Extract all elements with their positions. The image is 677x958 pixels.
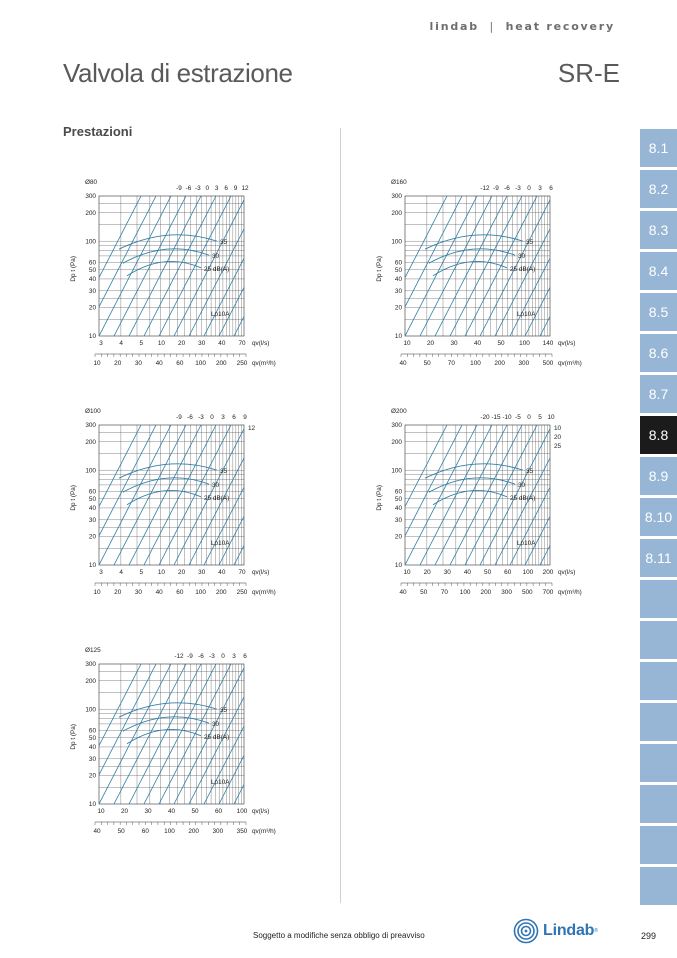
y-tick-label: 10 <box>394 562 402 570</box>
top-label: -9 <box>176 414 182 421</box>
top-label: 3 <box>538 185 542 192</box>
x2-tick-label: 300 <box>501 589 512 596</box>
flow-line <box>129 664 201 804</box>
y-axis-label: Dp t (Pa) <box>70 724 77 750</box>
x-tick-label: 20 <box>120 808 129 815</box>
x2-tick-label: 700 <box>542 589 554 596</box>
chart-d160 <box>371 178 631 378</box>
noise-label: 25 dB(A) <box>510 265 536 273</box>
flow-line <box>420 425 492 565</box>
top-label: 5 <box>538 414 542 421</box>
y-tick-label: 300 <box>391 193 402 201</box>
y-tick-label: 20 <box>394 304 402 312</box>
x-tick-label: 10 <box>403 569 411 576</box>
x2-tick-label: 10 <box>93 589 101 596</box>
chart-d200 <box>371 407 631 607</box>
y-tick-label: 100 <box>391 467 402 475</box>
x2-tick-label: 250 <box>236 589 248 596</box>
tab-blank-14 <box>640 703 677 741</box>
x-tick-label: 10 <box>97 808 105 815</box>
y-tick-label: 200 <box>391 438 402 446</box>
x2-tick-label: 30 <box>134 589 142 596</box>
noise-label: 35 <box>220 707 228 715</box>
tab-8.3[interactable]: 8.3 <box>640 211 677 249</box>
noise-label: 25 dB(A) <box>510 494 536 502</box>
chart-title: Ø80 <box>85 179 98 186</box>
y-tick-label: 40 <box>88 276 96 284</box>
tab-8.6[interactable]: 8.6 <box>640 334 677 372</box>
x-tick-label: 30 <box>144 808 152 815</box>
flow-line <box>234 425 306 565</box>
chart-d80 <box>65 178 325 378</box>
right-label: 25 <box>554 443 562 450</box>
header-brand <box>430 20 615 33</box>
x-unit-label: qv(l/s) <box>558 569 576 576</box>
noise-label: 35 <box>220 468 228 476</box>
noise-label: 30 <box>518 253 526 261</box>
y-tick-label: 30 <box>394 287 402 295</box>
top-label: 3 <box>221 414 225 421</box>
top-label: 6 <box>243 653 247 660</box>
top-label: -9 <box>493 185 499 192</box>
top-label: -12 <box>174 653 184 660</box>
flow-line <box>99 664 171 804</box>
x2-tick-label: 200 <box>215 589 227 596</box>
y-tick-label: 30 <box>88 287 96 295</box>
y-tick-label: 50 <box>394 266 402 274</box>
tab-8.9[interactable]: 8.9 <box>640 457 677 495</box>
flow-line <box>435 425 507 565</box>
flow-line <box>540 425 612 565</box>
flow-line <box>69 425 141 565</box>
footer-note: Soggetto a modifiche senza obbligo di preavviso <box>253 931 425 940</box>
top-label: 10 <box>547 414 555 421</box>
tab-blank-18 <box>640 867 677 905</box>
right-label: 10 <box>554 425 562 432</box>
x2-tick-label: 20 <box>114 589 122 596</box>
tab-8.2[interactable]: 8.2 <box>640 170 677 208</box>
tab-8.8[interactable]: 8.8 <box>640 416 677 454</box>
x2-tick-label: 40 <box>93 828 101 835</box>
x-tick-label: 3 <box>99 340 103 347</box>
x-tick-label: 60 <box>504 569 512 576</box>
x-tick-label: 50 <box>497 340 505 347</box>
y-tick-label: 20 <box>394 533 402 541</box>
flow-line <box>405 425 477 565</box>
x2-tick-label: 60 <box>176 360 184 367</box>
noise-label: 30 <box>518 482 526 490</box>
top-label: -20 <box>480 414 490 421</box>
x-tick-label: 20 <box>178 340 186 347</box>
y-tick-label: 50 <box>88 266 96 274</box>
top-label: -9 <box>187 653 193 660</box>
x2-tick-label: 200 <box>480 589 492 596</box>
y-tick-label: 60 <box>394 259 402 267</box>
x2-tick-label: 200 <box>188 828 200 835</box>
top-label: -5 <box>515 414 521 421</box>
top-label: 6 <box>224 185 228 192</box>
top-label: -6 <box>504 185 510 192</box>
y-tick-label: 200 <box>391 209 402 217</box>
chart-d100 <box>65 407 325 607</box>
tab-8.11[interactable]: 8.11 <box>640 539 677 577</box>
flow-line <box>375 425 447 565</box>
chart-title: Ø160 <box>391 179 407 186</box>
y-tick-label: 200 <box>85 677 96 685</box>
x-tick-label: 4 <box>119 340 123 347</box>
x-tick-label: 10 <box>157 340 165 347</box>
top-label: -9 <box>176 185 182 192</box>
noise-label: 25 dB(A) <box>204 494 230 502</box>
x2-tick-label: 50 <box>117 828 125 835</box>
x2-tick-label: 100 <box>470 360 481 367</box>
x-tick-label: 200 <box>542 569 554 576</box>
top-label: 6 <box>549 185 553 192</box>
brand-name: lindab <box>429 20 479 33</box>
x-tick-label: 3 <box>99 569 103 576</box>
page-title: Valvola di estrazione <box>63 58 293 88</box>
x2-tick-label: 100 <box>459 589 471 596</box>
x2-tick-label: 500 <box>542 360 554 367</box>
top-label: 9 <box>243 414 247 421</box>
chart-title: Ø125 <box>85 647 101 654</box>
x2-tick-label: 10 <box>93 360 101 367</box>
flow-line <box>555 425 627 565</box>
top-label: 0 <box>221 653 225 660</box>
header-separator: | <box>489 20 495 33</box>
x-tick-label: 140 <box>542 340 554 347</box>
chart-title: Ø200 <box>391 408 407 415</box>
flow-line <box>129 196 201 336</box>
y-tick-label: 10 <box>394 333 402 341</box>
x-tick-label: 50 <box>484 569 492 576</box>
x-tick-label: 100 <box>519 340 530 347</box>
x2-tick-label: 60 <box>176 589 184 596</box>
noise-label: 35 <box>220 239 228 247</box>
y-tick-label: 300 <box>85 193 96 201</box>
x2-tick-label: 40 <box>155 589 163 596</box>
flow-line <box>114 196 186 336</box>
x-tick-label: 60 <box>214 808 223 815</box>
flow-line <box>375 196 447 336</box>
x2-tick-label: 20 <box>114 360 122 367</box>
top-label: -6 <box>198 653 204 660</box>
x2-unit-label: qv(m³/h) <box>558 360 582 367</box>
top-label: 12 <box>241 185 249 192</box>
y-tick-label: 10 <box>88 801 96 809</box>
x-unit-label: qv(l/s) <box>252 569 270 576</box>
y-tick-label: 300 <box>391 422 402 430</box>
flow-line <box>420 196 492 336</box>
x2-tick-label: 500 <box>521 589 533 596</box>
noise-label: 35 <box>526 468 534 476</box>
tab-blank-17 <box>640 826 677 864</box>
top-label: 9 <box>233 185 238 192</box>
y-axis-label: Dp t (Pa) <box>376 485 383 511</box>
x2-tick-label: 50 <box>423 360 431 367</box>
noise-label: 25 dB(A) <box>204 733 230 741</box>
section-title: Prestazioni <box>63 124 133 139</box>
x-tick-label: 20 <box>426 340 435 347</box>
x-tick-label: 70 <box>238 569 246 576</box>
x-tick-label: 40 <box>218 569 226 576</box>
x-unit-label: qv(l/s) <box>252 808 270 815</box>
top-label: -12 <box>480 185 490 192</box>
x-tick-label: 100 <box>522 569 534 576</box>
y-tick-label: 50 <box>394 495 402 503</box>
x2-tick-label: 250 <box>236 360 248 367</box>
flow-line <box>249 425 321 565</box>
x2-tick-label: 300 <box>212 828 224 835</box>
y-axis-label: Dp t (Pa) <box>70 256 77 282</box>
x-tick-label: 40 <box>473 340 482 347</box>
y-tick-label: 50 <box>88 495 96 503</box>
noise-reference-label: Lp10A <box>517 311 536 318</box>
noise-label: 30 <box>212 253 220 261</box>
y-tick-label: 10 <box>88 562 96 570</box>
x2-unit-label: qv(m³/h) <box>252 360 276 367</box>
y-tick-label: 60 <box>88 259 96 267</box>
flow-line <box>114 664 186 804</box>
x2-tick-label: 100 <box>195 589 206 596</box>
x-unit-label: qv(l/s) <box>558 340 576 347</box>
y-tick-label: 300 <box>85 661 96 669</box>
x2-tick-label: 200 <box>215 360 227 367</box>
flow-line <box>99 425 171 565</box>
x-tick-label: 10 <box>403 340 411 347</box>
top-label: -15 <box>491 414 501 421</box>
y-tick-label: 20 <box>88 533 96 541</box>
x-tick-label: 70 <box>238 340 246 347</box>
flow-line <box>114 425 186 565</box>
x-tick-label: 100 <box>236 808 248 815</box>
noise-reference-label: Lp10A <box>517 540 536 547</box>
y-tick-label: 60 <box>88 727 96 735</box>
x-tick-label: 30 <box>198 569 206 576</box>
x-unit-label: qv(l/s) <box>252 340 270 347</box>
flow-line <box>555 196 627 336</box>
x2-unit-label: qv(m³/h) <box>252 828 276 835</box>
tab-blank-11 <box>640 580 677 618</box>
x2-tick-label: 70 <box>440 589 448 596</box>
chart-title: Ø100 <box>85 408 101 415</box>
tab-blank-13 <box>640 662 677 700</box>
top-label: -6 <box>185 185 192 192</box>
x2-tick-label: 200 <box>494 360 506 367</box>
y-tick-label: 20 <box>88 304 96 312</box>
x2-tick-label: 70 <box>447 360 455 367</box>
noise-curve <box>425 464 523 478</box>
y-tick-label: 30 <box>88 755 96 763</box>
top-label: -3 <box>209 653 215 660</box>
y-tick-label: 300 <box>85 422 96 430</box>
y-tick-label: 200 <box>85 438 96 446</box>
y-axis-label: Dp t (Pa) <box>376 256 383 282</box>
y-tick-label: 30 <box>88 516 96 524</box>
flow-line <box>234 664 306 804</box>
tab-8.4[interactable]: 8.4 <box>640 252 677 290</box>
tab-blank-12 <box>640 621 677 659</box>
chapter-tabs <box>640 129 677 908</box>
x-tick-label: 4 <box>119 569 123 576</box>
logo-text: Lindab <box>543 922 595 939</box>
top-label: 6 <box>232 414 236 421</box>
x2-tick-label: 40 <box>399 589 407 596</box>
top-label: 0 <box>527 185 531 192</box>
noise-curve <box>119 703 217 717</box>
flow-line <box>435 196 507 336</box>
x2-unit-label: qv(m³/h) <box>558 589 582 596</box>
y-tick-label: 200 <box>85 209 96 217</box>
flow-line <box>129 425 201 565</box>
noise-label: 25 dB(A) <box>204 265 230 273</box>
noise-reference-label: Lp10A <box>211 311 230 318</box>
top-label: 0 <box>527 414 531 421</box>
y-tick-label: 20 <box>88 772 96 780</box>
y-tick-label: 10 <box>88 333 96 341</box>
right-label: 12 <box>248 425 256 432</box>
top-label: -10 <box>502 414 512 421</box>
top-label: 3 <box>214 185 219 192</box>
product-code: SR-E <box>557 58 620 88</box>
flow-line <box>234 196 306 336</box>
tab-8.5[interactable]: 8.5 <box>640 293 677 331</box>
x2-tick-label: 100 <box>195 360 206 367</box>
y-tick-label: 50 <box>88 734 96 742</box>
x-tick-label: 5 <box>139 340 144 347</box>
noise-reference-label: Lp10A <box>211 540 230 547</box>
page-number: 299 <box>641 931 657 941</box>
y-axis-label: Dp t (Pa) <box>70 485 77 511</box>
x-tick-label: 5 <box>139 569 144 576</box>
x-tick-label: 40 <box>218 340 226 347</box>
top-label: 0 <box>210 414 214 421</box>
top-label: -3 <box>515 185 521 192</box>
tab-blank-15 <box>640 744 677 782</box>
flow-line <box>405 196 477 336</box>
top-label: 0 <box>205 185 210 192</box>
lindab-logo-icon <box>513 918 539 944</box>
x-tick-label: 40 <box>463 569 471 576</box>
x-tick-label: 50 <box>191 808 199 815</box>
y-tick-label: 100 <box>391 238 402 246</box>
x2-tick-label: 30 <box>134 360 142 367</box>
y-tick-label: 100 <box>85 238 96 246</box>
x2-tick-label: 60 <box>141 828 149 835</box>
y-tick-label: 100 <box>85 706 96 714</box>
right-label: 20 <box>554 434 562 441</box>
x2-tick-label: 50 <box>420 589 428 596</box>
top-label: -3 <box>198 414 204 421</box>
tab-blank-16 <box>640 785 677 823</box>
noise-label: 30 <box>212 721 220 729</box>
flow-line <box>249 196 321 336</box>
top-label: -3 <box>195 185 201 192</box>
y-tick-label: 40 <box>394 505 402 513</box>
x2-tick-label: 350 <box>236 828 248 835</box>
tab-8.1[interactable]: 8.1 <box>640 129 677 167</box>
x-tick-label: 10 <box>157 569 165 576</box>
y-tick-label: 30 <box>394 516 402 524</box>
flow-line <box>69 196 141 336</box>
x-tick-label: 30 <box>443 569 451 576</box>
column-divider <box>340 128 341 903</box>
noise-label: 30 <box>212 482 220 490</box>
top-label: -6 <box>187 414 193 421</box>
tab-8.7[interactable]: 8.7 <box>640 375 677 413</box>
noise-curve <box>119 464 217 478</box>
chart-d125 <box>65 646 325 846</box>
y-tick-label: 40 <box>88 505 96 513</box>
product-line: heat recovery <box>505 20 615 33</box>
noise-reference-label: Lp10A <box>211 779 230 786</box>
flow-line <box>69 664 141 804</box>
x2-tick-label: 300 <box>518 360 530 367</box>
noise-curve <box>425 235 523 249</box>
y-tick-label: 40 <box>394 276 402 284</box>
x2-tick-label: 100 <box>164 828 175 835</box>
x2-unit-label: qv(m³/h) <box>252 589 276 596</box>
y-tick-label: 60 <box>88 488 96 496</box>
x-tick-label: 20 <box>178 569 186 576</box>
x-tick-label: 30 <box>450 340 458 347</box>
y-tick-label: 100 <box>85 467 96 475</box>
y-tick-label: 60 <box>394 488 402 496</box>
flow-line <box>540 196 612 336</box>
x2-tick-label: 40 <box>399 360 407 367</box>
flow-line <box>249 664 321 804</box>
top-label: 3 <box>232 653 236 660</box>
tab-8.10[interactable]: 8.10 <box>640 498 677 536</box>
x2-tick-label: 40 <box>155 360 163 367</box>
flow-line <box>99 196 171 336</box>
y-tick-label: 40 <box>88 744 96 752</box>
lindab-logo: Lindab ® <box>513 918 598 944</box>
noise-curve <box>119 235 217 249</box>
x-tick-label: 20 <box>423 569 431 576</box>
x-tick-label: 30 <box>198 340 206 347</box>
noise-label: 35 <box>526 239 534 247</box>
x-tick-label: 40 <box>167 808 176 815</box>
